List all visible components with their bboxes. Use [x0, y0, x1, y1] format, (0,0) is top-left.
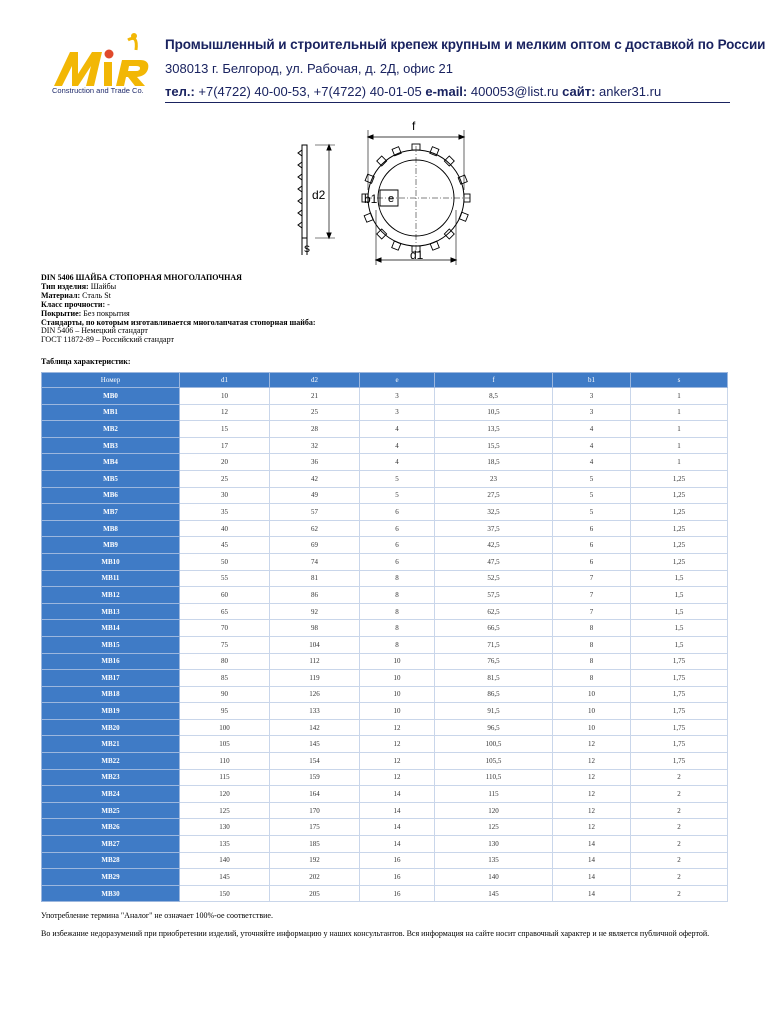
table-cell: 81: [270, 570, 360, 587]
table-cell: 14: [553, 852, 631, 869]
table-cell: 12: [360, 769, 435, 786]
table-cell: 192: [270, 852, 360, 869]
table-cell: 47,5: [435, 553, 553, 570]
table-cell: 36: [270, 454, 360, 471]
size-cell: MB25: [42, 802, 180, 819]
size-cell: MB15: [42, 636, 180, 653]
table-cell: 1,25: [631, 487, 728, 504]
table-cell: 62,5: [435, 603, 553, 620]
size-cell: MB8: [42, 520, 180, 537]
table-cell: 37,5: [435, 520, 553, 537]
table-cell: 92: [270, 603, 360, 620]
table-row: [42, 769, 728, 786]
table-cell: 25: [270, 404, 360, 421]
table-cell: 81,5: [435, 670, 553, 687]
label-s: s: [304, 241, 310, 255]
header-cell: e: [360, 373, 435, 388]
table-cell: 91,5: [435, 703, 553, 720]
table-cell: 142: [270, 719, 360, 736]
table-cell: 12: [553, 786, 631, 803]
table-row: [42, 404, 728, 421]
table-cell: 14: [360, 786, 435, 803]
label-e: e: [388, 193, 395, 205]
spec-table: [41, 372, 728, 902]
table-cell: 57: [270, 504, 360, 521]
table-row: [42, 603, 728, 620]
table-cell: 1,75: [631, 753, 728, 770]
table-cell: 98: [270, 620, 360, 637]
size-cell: MB9: [42, 537, 180, 554]
table-cell: 8: [360, 570, 435, 587]
size-cell: MB16: [42, 653, 180, 670]
table-cell: 2: [631, 885, 728, 902]
table-cell: 126: [270, 686, 360, 703]
table-cell: 5: [553, 470, 631, 487]
table-cell: 120: [435, 802, 553, 819]
logo-subtitle: Construction and Trade Co.: [52, 86, 144, 95]
table-cell: 86,5: [435, 686, 553, 703]
table-cell: 32,5: [435, 504, 553, 521]
table-row: [42, 470, 728, 487]
table-cell: 2: [631, 836, 728, 853]
header-divider: [165, 102, 730, 103]
size-cell: MB12: [42, 587, 180, 604]
product-title: DIN 5406 ШАЙБА СТОПОРНАЯ МНОГОЛАПОЧНАЯ: [41, 273, 242, 282]
table-cell: 125: [180, 802, 270, 819]
size-cell: MB1: [42, 404, 180, 421]
table-row: [42, 553, 728, 570]
table-cell: 17: [180, 437, 270, 454]
table-row: [42, 885, 728, 902]
product-class: Класс прочности: -: [41, 299, 110, 309]
table-cell: 30: [180, 487, 270, 504]
size-cell: MB0: [42, 388, 180, 405]
table-cell: 85: [180, 670, 270, 687]
size-cell: MB10: [42, 553, 180, 570]
table-cell: 14: [553, 885, 631, 902]
table-cell: 14: [553, 869, 631, 886]
table-cell: 10: [553, 703, 631, 720]
table-cell: 110,5: [435, 769, 553, 786]
table-cell: 32: [270, 437, 360, 454]
table-cell: 1,25: [631, 553, 728, 570]
table-cell: 2: [631, 802, 728, 819]
table-cell: 8: [360, 620, 435, 637]
table-cell: 1,5: [631, 587, 728, 604]
table-cell: 12: [553, 736, 631, 753]
table-cell: 15,5: [435, 437, 553, 454]
size-cell: MB6: [42, 487, 180, 504]
table-cell: 10: [553, 719, 631, 736]
table-cell: 115: [435, 786, 553, 803]
table-cell: 12: [360, 736, 435, 753]
table-cell: 8,5: [435, 388, 553, 405]
label-b1: b1: [364, 192, 378, 206]
table-cell: 1,75: [631, 670, 728, 687]
table-row: [42, 819, 728, 836]
table-cell: 25: [180, 470, 270, 487]
table-cell: 42,5: [435, 537, 553, 554]
size-cell: MB18: [42, 686, 180, 703]
table-cell: 145: [435, 885, 553, 902]
table-cell: 6: [360, 537, 435, 554]
table-cell: 1: [631, 421, 728, 438]
table-row: [42, 587, 728, 604]
size-cell: MB13: [42, 603, 180, 620]
size-cell: MB14: [42, 620, 180, 637]
table-cell: 4: [360, 437, 435, 454]
table-cell: 10,5: [435, 404, 553, 421]
table-cell: 62: [270, 520, 360, 537]
standard-gost: ГОСТ 11872-89 – Российский стандарт: [41, 335, 174, 345]
table-cell: 28: [270, 421, 360, 438]
email-label: e-mail:: [425, 84, 468, 99]
table-cell: 1,25: [631, 520, 728, 537]
table-cell: 5: [553, 487, 631, 504]
table-cell: 12: [180, 404, 270, 421]
table-cell: 159: [270, 769, 360, 786]
table-cell: 95: [180, 703, 270, 720]
table-cell: 8: [553, 653, 631, 670]
table-cell: 14: [360, 836, 435, 853]
size-cell: MB4: [42, 454, 180, 471]
table-cell: 10: [360, 686, 435, 703]
size-cell: MB19: [42, 703, 180, 720]
size-cell: MB21: [42, 736, 180, 753]
table-cell: 76,5: [435, 653, 553, 670]
table-cell: 10: [553, 686, 631, 703]
table-cell: 42: [270, 470, 360, 487]
table-cell: 8: [360, 587, 435, 604]
table-cell: 4: [553, 437, 631, 454]
size-cell: MB5: [42, 470, 180, 487]
table-cell: 3: [553, 404, 631, 421]
table-cell: 14: [360, 802, 435, 819]
table-row: [42, 437, 728, 454]
washer-front-view: [362, 130, 470, 265]
label-f: f: [412, 119, 416, 133]
table-row: [42, 504, 728, 521]
table-cell: 10: [360, 653, 435, 670]
size-cell: MB28: [42, 852, 180, 869]
email-link[interactable]: 400053@list.ru: [467, 84, 563, 99]
table-cell: 202: [270, 869, 360, 886]
table-row: [42, 653, 728, 670]
table-cell: 2: [631, 852, 728, 869]
table-cell: 145: [270, 736, 360, 753]
table-cell: 8: [553, 636, 631, 653]
table-body: [42, 388, 728, 902]
table-cell: 35: [180, 504, 270, 521]
table-cell: 1,75: [631, 736, 728, 753]
table-cell: 125: [435, 819, 553, 836]
table-cell: 15: [180, 421, 270, 438]
table-cell: 164: [270, 786, 360, 803]
standard-din: DIN 5406 – Немецкий стандарт: [41, 326, 148, 336]
table-cell: 110: [180, 753, 270, 770]
table-cell: 170: [270, 802, 360, 819]
phone-label: тел.:: [165, 84, 195, 99]
table-cell: 1,5: [631, 620, 728, 637]
analog-note: Употребление термина "Аналог" не означает 100%-ое соответствие.: [41, 911, 273, 920]
table-cell: 7: [553, 570, 631, 587]
label-d2: d2: [312, 188, 326, 202]
product-standards-label: Стандарты, по которым изготавливается многолапчатая стопорная шайба:: [41, 317, 316, 327]
table-cell: 13,5: [435, 421, 553, 438]
size-cell: MB7: [42, 504, 180, 521]
page-header: [0, 0, 768, 110]
table-cell: 7: [553, 603, 631, 620]
table-cell: 2: [631, 769, 728, 786]
table-cell: 14: [553, 836, 631, 853]
table-cell: 135: [435, 852, 553, 869]
table-cell: 10: [360, 670, 435, 687]
header-cell: s: [631, 373, 728, 388]
table-cell: 12: [553, 819, 631, 836]
table-cell: 50: [180, 553, 270, 570]
size-cell: MB2: [42, 421, 180, 438]
size-cell: MB29: [42, 869, 180, 886]
table-row: [42, 620, 728, 637]
table-cell: 66,5: [435, 620, 553, 637]
table-cell: 21: [270, 388, 360, 405]
table-cell: 105,5: [435, 753, 553, 770]
table-cell: 12: [553, 769, 631, 786]
table-cell: 60: [180, 587, 270, 604]
table-row: [42, 537, 728, 554]
table-cell: 71,5: [435, 636, 553, 653]
washer-drawing: [280, 110, 510, 270]
site-label: сайт:: [562, 84, 596, 99]
table-cell: 14: [360, 819, 435, 836]
table-cell: 4: [360, 421, 435, 438]
table-cell: 49: [270, 487, 360, 504]
product-material: Материал: Сталь St: [41, 290, 111, 300]
table-row: [42, 636, 728, 653]
table-cell: 3: [360, 404, 435, 421]
table-cell: 40: [180, 520, 270, 537]
table-cell: 205: [270, 885, 360, 902]
table-cell: 104: [270, 636, 360, 653]
table-cell: 1: [631, 437, 728, 454]
table-cell: 2: [631, 819, 728, 836]
table-cell: 4: [553, 421, 631, 438]
size-cell: MB11: [42, 570, 180, 587]
table-cell: 45: [180, 537, 270, 554]
table-cell: 1,5: [631, 570, 728, 587]
table-cell: 1: [631, 404, 728, 421]
table-cell: 6: [360, 520, 435, 537]
table-cell: 1,5: [631, 636, 728, 653]
site-link[interactable]: anker31.ru: [595, 84, 662, 99]
table-cell: 120: [180, 786, 270, 803]
size-cell: MB20: [42, 719, 180, 736]
table-row: [42, 388, 728, 405]
table-cell: 5: [360, 470, 435, 487]
table-cell: 6: [553, 520, 631, 537]
table-cell: 55: [180, 570, 270, 587]
table-cell: 150: [180, 885, 270, 902]
table-cell: 6: [553, 537, 631, 554]
table-cell: 100,5: [435, 736, 553, 753]
table-cell: 86: [270, 587, 360, 604]
table-header-row: [42, 373, 728, 388]
table-row: [42, 802, 728, 819]
table-cell: 12: [360, 719, 435, 736]
table-cell: 96,5: [435, 719, 553, 736]
table-cell: 140: [435, 869, 553, 886]
size-cell: MB17: [42, 670, 180, 687]
table-cell: 57,5: [435, 587, 553, 604]
table-cell: 16: [360, 852, 435, 869]
table-row: [42, 869, 728, 886]
table-cell: 185: [270, 836, 360, 853]
table-cell: 5: [360, 487, 435, 504]
table-cell: 52,5: [435, 570, 553, 587]
table-cell: 3: [553, 388, 631, 405]
table-cell: 130: [435, 836, 553, 853]
table-row: [42, 570, 728, 587]
header-cell: Номер: [42, 373, 180, 388]
table-cell: 1,25: [631, 504, 728, 521]
table-cell: 90: [180, 686, 270, 703]
table-cell: 1,75: [631, 719, 728, 736]
header-contacts: [165, 84, 661, 99]
table-cell: 8: [360, 636, 435, 653]
table-cell: 1,75: [631, 686, 728, 703]
size-cell: MB3: [42, 437, 180, 454]
table-cell: 8: [553, 670, 631, 687]
product-coating: Покрытие: Без покрытия: [41, 308, 130, 318]
table-cell: 27,5: [435, 487, 553, 504]
table-cell: 4: [553, 454, 631, 471]
table-cell: 2: [631, 786, 728, 803]
size-cell: MB30: [42, 885, 180, 902]
table-cell: 10: [180, 388, 270, 405]
phone-numbers: +7(4722) 40-00-53, +7(4722) 40-01-05: [194, 84, 426, 99]
table-cell: 16: [360, 885, 435, 902]
table-row: [42, 836, 728, 853]
table-cell: 1: [631, 454, 728, 471]
table-row: [42, 719, 728, 736]
header-cell: d2: [270, 373, 360, 388]
table-cell: 70: [180, 620, 270, 637]
header-cell: f: [435, 373, 553, 388]
table-row: [42, 487, 728, 504]
table-cell: 115: [180, 769, 270, 786]
table-cell: 69: [270, 537, 360, 554]
table-cell: 7: [553, 587, 631, 604]
table-cell: 8: [360, 603, 435, 620]
table-cell: 2: [631, 869, 728, 886]
table-cell: 1: [631, 388, 728, 405]
table-cell: 1,25: [631, 537, 728, 554]
table-cell: 133: [270, 703, 360, 720]
size-cell: MB23: [42, 769, 180, 786]
table-cell: 3: [360, 388, 435, 405]
table-cell: 20: [180, 454, 270, 471]
table-cell: 130: [180, 819, 270, 836]
table-row: [42, 421, 728, 438]
table-cell: 8: [553, 620, 631, 637]
table-title: Таблица характеристик:: [41, 357, 131, 366]
table-cell: 6: [360, 553, 435, 570]
table-cell: 65: [180, 603, 270, 620]
size-cell: MB22: [42, 753, 180, 770]
table-cell: 105: [180, 736, 270, 753]
table-cell: 135: [180, 836, 270, 853]
product-info: [41, 274, 316, 345]
table-cell: 145: [180, 869, 270, 886]
product-type: Тип изделия: Шайбы: [41, 281, 117, 291]
table-row: [42, 670, 728, 687]
header-title: Промышленный и строительный крепеж крупным и мелким оптом с доставкой по России: [165, 37, 766, 52]
table-row: [42, 703, 728, 720]
table-cell: 1,75: [631, 653, 728, 670]
table-cell: 10: [360, 703, 435, 720]
table-cell: 6: [553, 553, 631, 570]
table-cell: 1,75: [631, 703, 728, 720]
table-cell: 12: [553, 802, 631, 819]
table-cell: 175: [270, 819, 360, 836]
disclaimer-note: Во избежание недоразумений при приобретении изделий, уточняйте информацию у наших консультантов. Вся информация на сайте носит справочный характер и не является публичной офертой.: [41, 929, 710, 938]
table-row: [42, 852, 728, 869]
table-cell: 12: [553, 753, 631, 770]
table-row: [42, 786, 728, 803]
table-cell: 119: [270, 670, 360, 687]
table-cell: 16: [360, 869, 435, 886]
table-cell: 18,5: [435, 454, 553, 471]
table-row: [42, 686, 728, 703]
table-cell: 80: [180, 653, 270, 670]
header-cell: b1: [553, 373, 631, 388]
table-cell: 12: [360, 753, 435, 770]
table-cell: 140: [180, 852, 270, 869]
table-cell: 112: [270, 653, 360, 670]
header-cell: d1: [180, 373, 270, 388]
table-cell: 5: [553, 504, 631, 521]
table-cell: 74: [270, 553, 360, 570]
table-cell: 4: [360, 454, 435, 471]
size-cell: MB24: [42, 786, 180, 803]
table-cell: 1,5: [631, 603, 728, 620]
table-cell: 6: [360, 504, 435, 521]
table-cell: 75: [180, 636, 270, 653]
size-cell: MB26: [42, 819, 180, 836]
table-cell: 1,25: [631, 470, 728, 487]
table-row: [42, 520, 728, 537]
size-cell: MB27: [42, 836, 180, 853]
table-cell: 154: [270, 753, 360, 770]
table-row: [42, 753, 728, 770]
table-row: [42, 454, 728, 471]
table-cell: 100: [180, 719, 270, 736]
table-cell: 23: [435, 470, 553, 487]
label-d1: d1: [410, 248, 424, 262]
table-row: [42, 736, 728, 753]
header-address: 308013 г. Белгород, ул. Рабочая, д. 2Д, офис 21: [165, 61, 453, 76]
